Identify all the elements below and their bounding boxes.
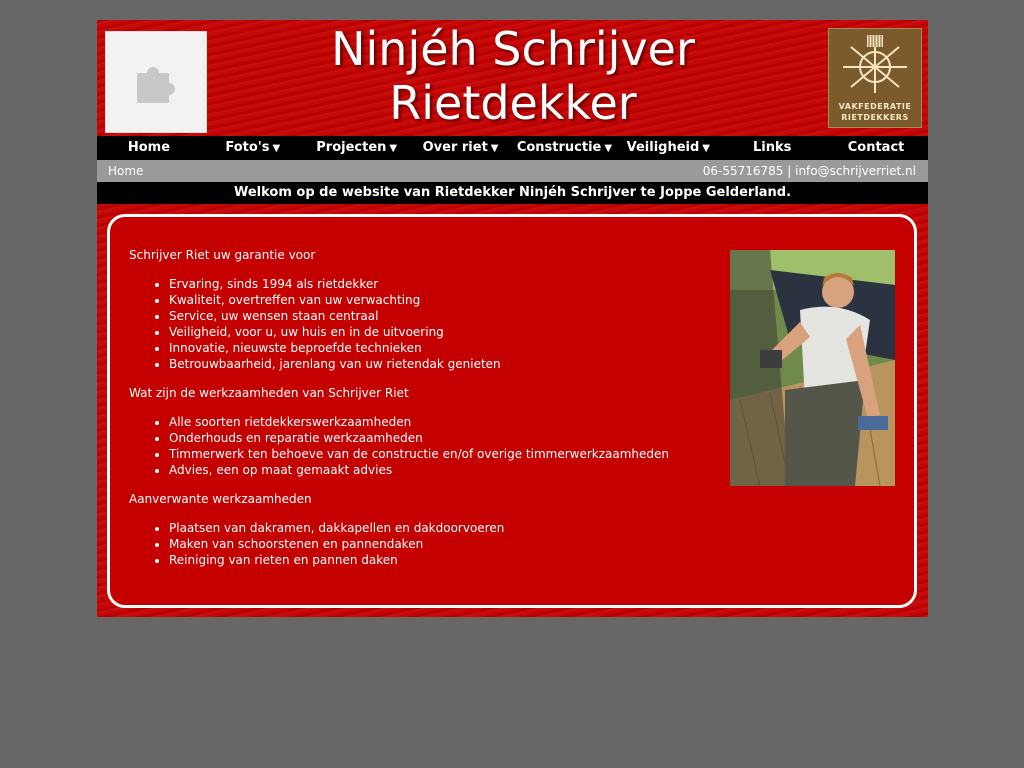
logo-text-line2: RIETDEKKERS [841,113,909,122]
missing-plugin-placeholder[interactable] [105,31,207,133]
welcome-banner: Welkom op de website van Rietdekker Ninjéh Schrijver te Joppe Gelderland. [97,182,928,204]
content-text [129,247,709,581]
nav-label: Links [752,140,792,155]
nav-item-constructie[interactable] [513,136,617,160]
list-item: • Kwaliteit, overtreffen van uw verwachting [169,292,709,308]
site-title-line1: Ninjéh Schrijver [331,22,695,76]
nav-item-contact[interactable] [824,136,928,160]
nav-label: Veiligheid [626,140,700,155]
list-item: • Betrouwbaarheid, jarenlang van uw rietendak genieten [169,356,709,372]
list-item: • Timmerwerk ten behoeve van de constructie en/of overige timmerwerkzaamheden [169,446,709,462]
list-item: • Onderhouds en reparatie werkzaamheden [169,430,709,446]
aanverwant-list [129,520,709,568]
werkzaamheden-list [129,414,709,478]
rietdekker-photo [730,250,895,486]
nav-item-fotos[interactable] [201,136,305,160]
main-content [107,214,917,608]
section-heading-aanverwant: Aanverwante werkzaamheden [129,492,312,506]
nav-label: Contact [847,140,905,155]
thatcher-tools-emblem-icon [829,31,921,101]
main-navigation [97,136,928,160]
dropdown-arrow-icon: ▼ [702,143,710,154]
nav-item-veiligheid[interactable] [616,136,720,160]
list-item: • Service, uw wensen staan centraal [169,308,709,324]
page-container [97,20,928,617]
site-header [97,20,928,136]
email-link[interactable]: info@schrijverriet.nl [795,164,916,178]
nav-label: Home [127,140,171,155]
list-item: • Advies, een op maat gemaakt advies [169,462,709,478]
section-heading-guarantee: Schrijver Riet uw garantie voor [129,248,316,262]
list-item: • Veiligheid, voor u, uw huis en in de uitvoering [169,324,709,340]
site-title [297,22,729,130]
breadcrumb-bar [97,160,928,182]
nav-label: Foto's [225,140,270,155]
nav-label: Over riet [422,140,488,155]
site-title-line2: Rietdekker [389,76,637,130]
vakfederatie-logo[interactable] [828,28,922,128]
list-item: • Ervaring, sinds 1994 als rietdekker [169,276,709,292]
breadcrumb[interactable]: Home [108,164,144,178]
logo-text-line1: VAKFEDERATIE [838,102,912,111]
thatcher-at-work-image [730,250,895,486]
phone-number: 06-55716785 [702,164,784,178]
dropdown-arrow-icon: ▼ [490,143,499,154]
section-heading-werkzaamheden: Wat zijn de werkzaamheden van Schrijver Riet [129,386,409,400]
dropdown-arrow-icon: ▼ [272,143,281,154]
nav-item-links[interactable] [720,136,824,160]
guarantee-list [129,276,709,372]
nav-label: Projecten [316,140,387,155]
nav-item-over-riet[interactable] [409,136,513,160]
list-item: • Reiniging van rieten en pannen daken [169,552,709,568]
dropdown-arrow-icon: ▼ [389,143,398,154]
contact-separator: | [787,164,792,178]
list-item: • Maken van schoorstenen en pannendaken [169,536,709,552]
dropdown-arrow-icon: ▼ [604,143,613,154]
list-item: • Plaatsen van dakramen, dakkapellen en dakdoorvoeren [169,520,709,536]
list-item: • Innovatie, nieuwste beproefde technieken [169,340,709,356]
puzzle-piece-icon [133,59,179,105]
nav-label: Constructie [516,140,602,155]
contact-info [703,160,916,182]
nav-item-projecten[interactable] [305,136,409,160]
nav-item-home[interactable] [97,136,201,160]
list-item: • Alle soorten rietdekkerswerkzaamheden [169,414,709,430]
